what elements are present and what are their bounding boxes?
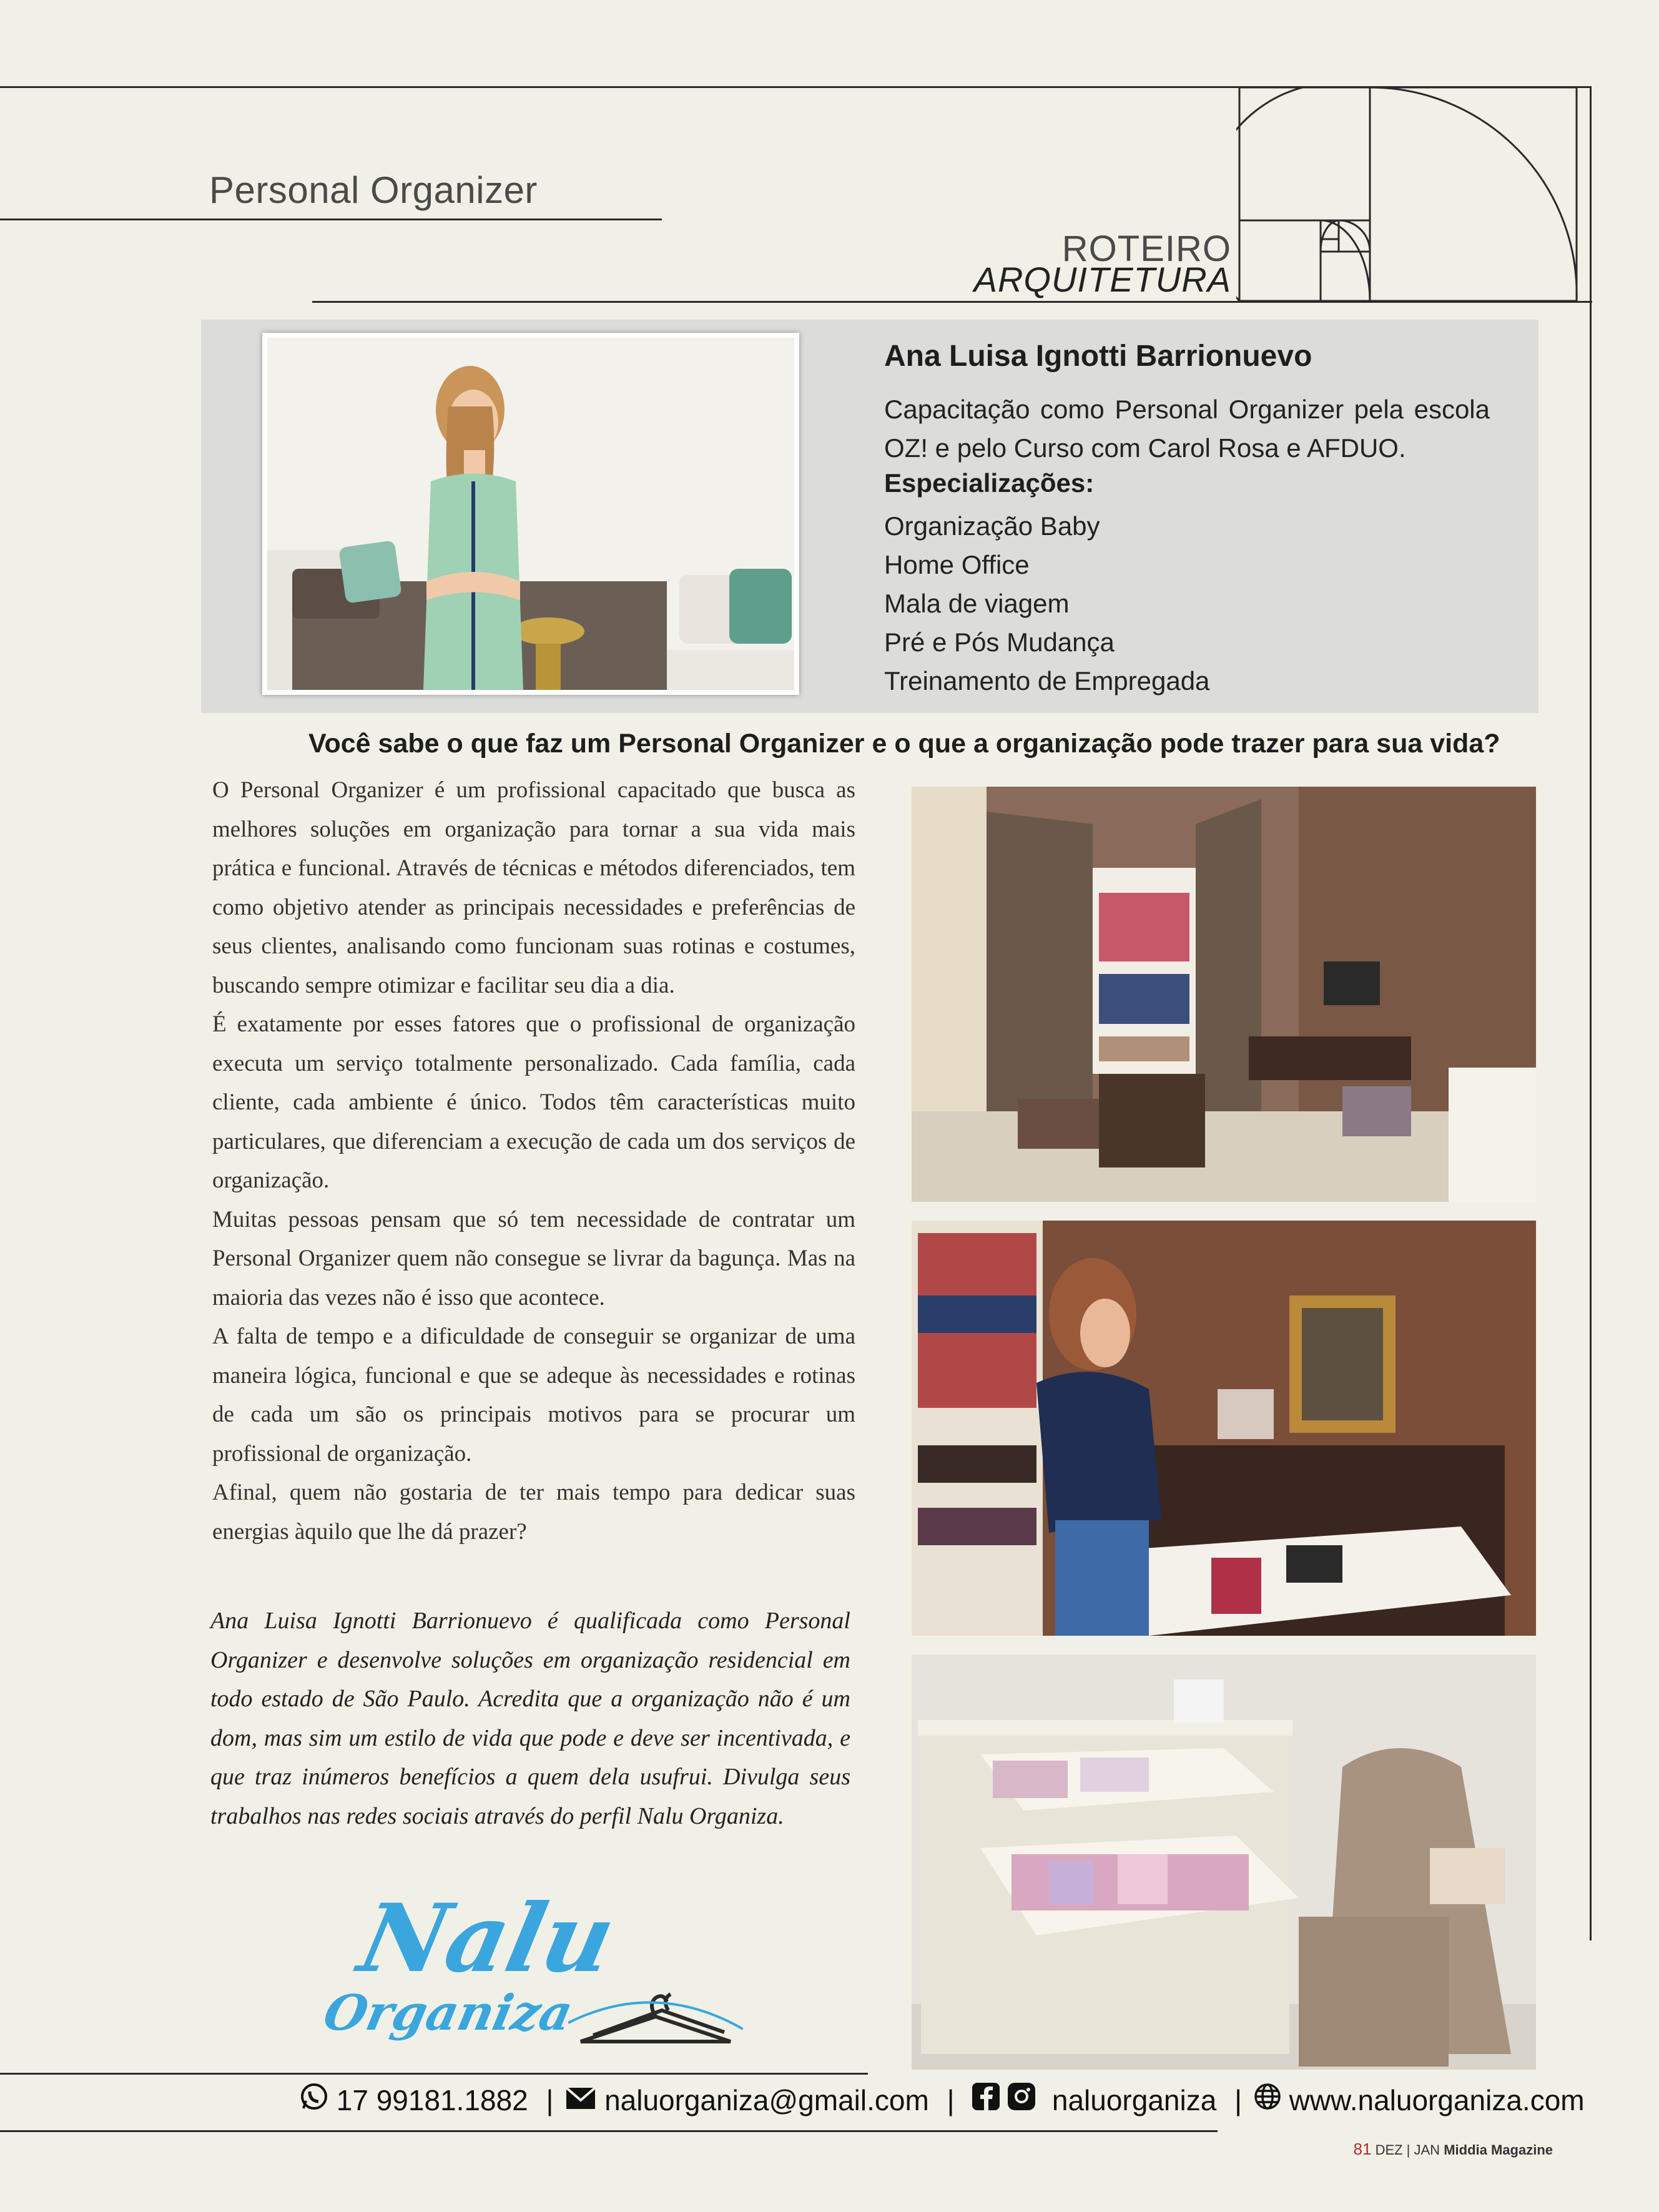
specialization-item: Treinamento de Empregada [884,666,1210,696]
author-bio: Ana Luisa Ignotti Barrionuevo é qualificada como Personal Organizer e desenvolve soluções em organização residencial em todo estado de São Paulo. Acredita que a organização não é um dom, mas sim um estilo de vida que pode e deve ser incentivada, e que traz inúmeros benefícios a quem dela usufrui. Divulga seus trabalhos nas redes sociais através do perfil Nalu Organiza. [210,1608,850,1829]
makeup-organizing-photo [912,1221,1536,1636]
issue-months: DEZ | JAN [1375,2142,1440,2158]
golden-spiral-icon [1236,86,1592,305]
specialization-item: Mala de viagem [884,589,1070,618]
article-body [212,771,855,1551]
brand-roteiro: ROTEIRO [1061,229,1231,269]
phone-number[interactable]: 17 99181.1882 [336,2083,528,2116]
hanger-icon [568,1985,743,2054]
contact-separator: | [947,2083,955,2116]
bottom-rule-1 [0,2073,868,2075]
instagram-icon [1008,2083,1035,2117]
section-underline [0,219,662,220]
section-title: Personal Organizer [209,169,538,211]
body-paragraph: Muitas pessoas pensam que só tem necessidade de contratar um Personal Organizer quem não consegue se livrar da bagunça. Mas na maioria das vezes não é isso que acontece. [212,1206,855,1310]
website-link[interactable]: www.naluorganiza.com [1289,2083,1585,2116]
page-footer [1354,2140,1553,2159]
closet-room-photo [912,787,1536,1202]
specialization-item: Home Office [884,550,1030,579]
body-paragraph: A falta de tempo e a dificuldade de conseguir se organizar de uma maneira lógica, funcional e que se adeque às necessidades e rotinas de cada um são os principais motivos para se procurar um profissional de organização. [212,1324,855,1467]
logo-organiza-text: Organiza [318,1985,578,2042]
facebook-icon [972,2083,1000,2117]
specialization-item: Organização Baby [884,511,1100,541]
specialization-item: Pré e Pós Mudança [884,627,1115,657]
brand-arquitetura: ARQUITETURA [973,260,1231,299]
email-link[interactable]: naluorganiza@gmail.com [604,2083,929,2116]
whatsapp-icon [300,2082,328,2118]
logo-nalu-text: Nalu [350,1884,624,1993]
profile-description: Capacitação como Personal Organizer pela escola OZ! e pelo Curso com Carol Rosa e AFDUO. [884,395,1490,463]
page-number: 81 [1353,2140,1372,2158]
nalu-organiza-logo [318,1884,756,2070]
contact-separator: | [546,2083,554,2116]
globe-icon [1254,2083,1281,2117]
right-rule [1590,86,1592,1940]
contact-separator: | [1234,2083,1243,2116]
social-handle[interactable]: naluorganiza [1051,2083,1217,2116]
bottom-rule-2 [0,2130,1218,2132]
body-paragraph: É exatamente por esses fatores que o profissional de organização executa um serviço totalmente personalizado. Cada família, cada cliente, cada ambiente é único. Todos têm características muito particulares, que diferenciam a execução de cada um dos serviços de organização. [212,1011,855,1193]
body-paragraph: O Personal Organizer é um profissional capacitado que busca as melhores soluções em organização para tornar a sua vida mais prática e funcional. Através de técnicas e métodos diferenciados, tem como objetivo atender as principais necessidades e preferências de seus clientes, analisando como funcionam suas rotinas e costumes, buscando sempre otimizar e facilitar seu dia a dia. [212,777,855,998]
mail-icon [565,2083,596,2117]
specializations-list [884,507,1209,700]
article-question: Você sabe o que faz um Personal Organizer e o que a organização pode trazer para sua vida? [308,729,1500,759]
contact-bar [300,2081,1585,2118]
specializations-title: Especializações: [884,468,1095,498]
portrait-photo [262,333,799,695]
magazine-name: Middia Magazine [1444,2142,1553,2158]
baby-dresser-photo [912,1654,1536,2070]
body-paragraph: Afinal, quem não gostaria de ter mais tempo para dedicar suas energias àquilo que lhe dá prazer? [212,1480,855,1545]
profile-name: Ana Luisa Ignotti Barrionuevo [884,340,1312,373]
